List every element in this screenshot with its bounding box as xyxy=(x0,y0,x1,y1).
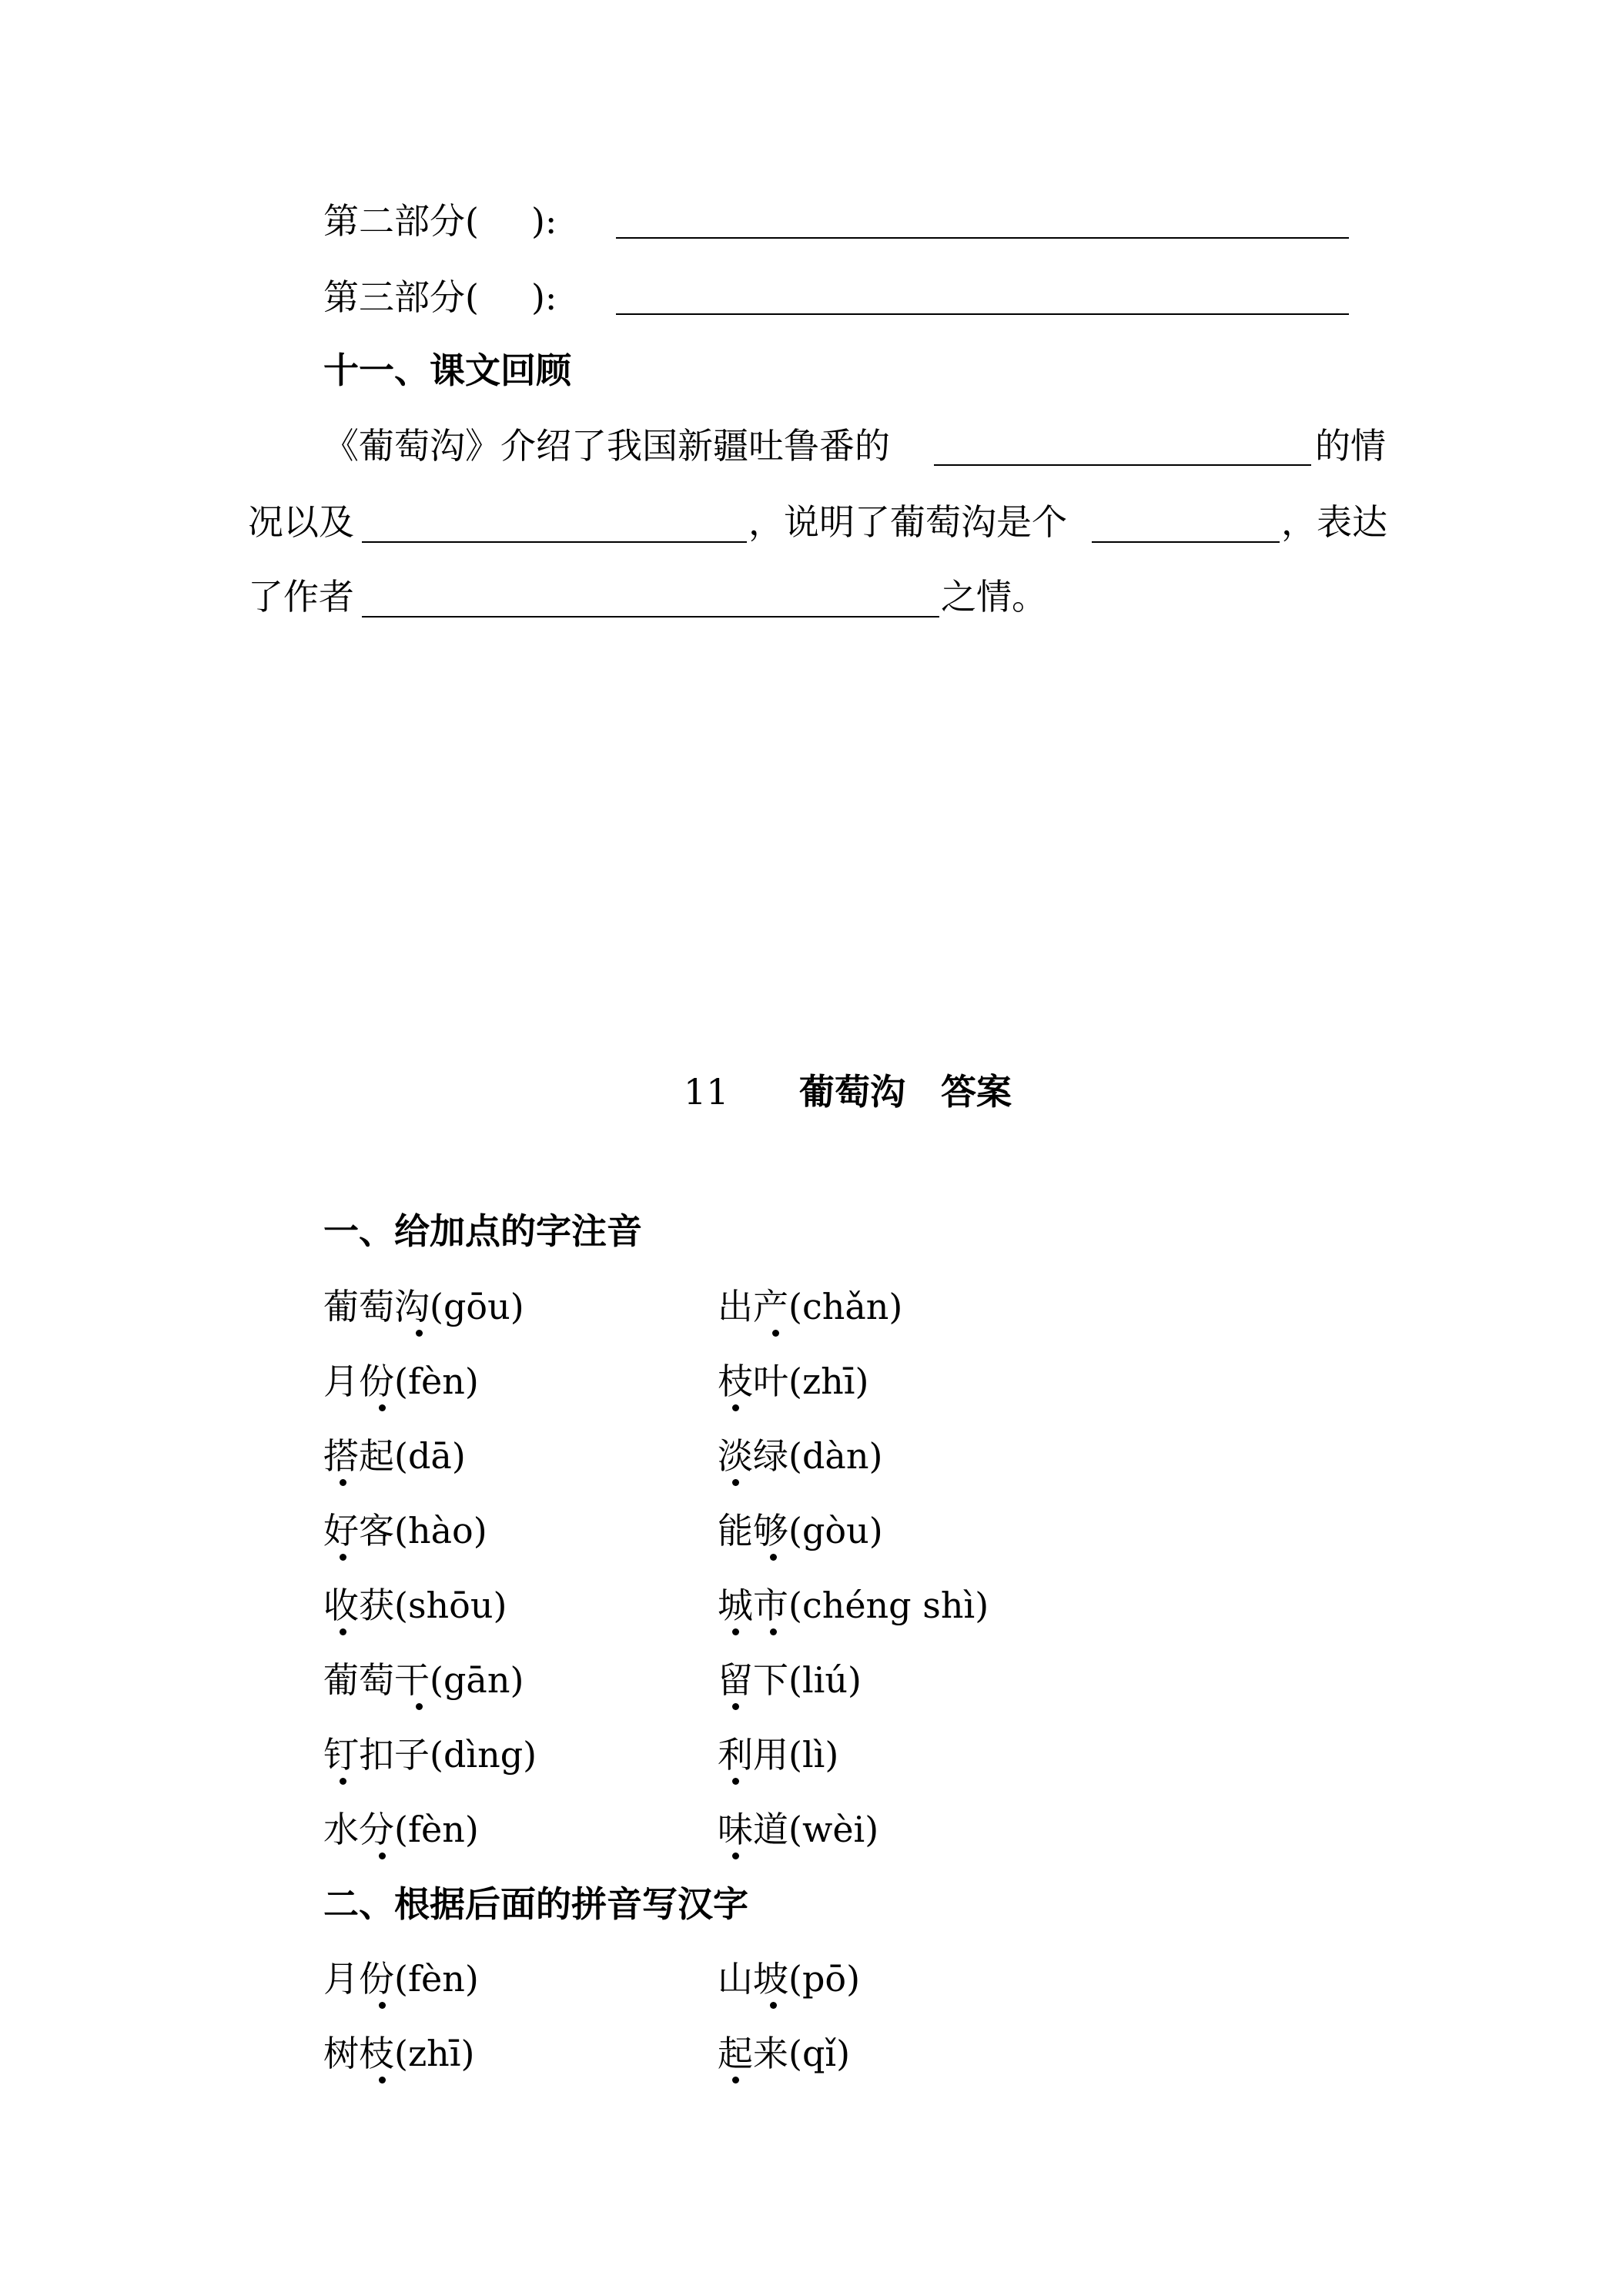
part2-label: 第二部分( ): xyxy=(323,200,557,242)
review-line1-suffix: 的情 xyxy=(1315,425,1386,467)
review-line2-c: ，表达 xyxy=(1281,501,1387,543)
list-item: 利用(lì) xyxy=(718,1734,839,1776)
list-item: 搭起(dā) xyxy=(323,1435,466,1477)
list-item: 能够(gòu) xyxy=(718,1510,883,1551)
list-item: 出产(chǎn) xyxy=(718,1286,903,1327)
emphasis-dot xyxy=(379,1404,386,1411)
emphasis-dot xyxy=(732,2077,739,2083)
emphasis-dot xyxy=(732,1479,739,1486)
part3-label: 第三部分( ): xyxy=(323,276,557,318)
emphasis-dot xyxy=(732,1404,739,1411)
list-item: 城市(chéng shì) xyxy=(718,1585,989,1626)
list-item: 味道(wèi) xyxy=(718,1809,879,1850)
emphasis-dot xyxy=(770,2002,777,2009)
section-11-heading: 十一、课文回顾 xyxy=(323,350,571,391)
list-item: 月份(fèn) xyxy=(323,1958,479,2000)
emphasis-dot xyxy=(772,1330,779,1337)
list-item: 收获(shōu) xyxy=(323,1585,507,1626)
emphasis-dot xyxy=(416,1330,423,1337)
review-line1-prefix: 《葡萄沟》介绍了我国新疆吐鲁番的 xyxy=(323,425,890,467)
review-line2-a: 况以及 xyxy=(248,501,354,543)
emphasis-dot xyxy=(340,1554,346,1561)
review-blank-1[interactable] xyxy=(934,464,1311,466)
list-item: 钉扣子(dìng) xyxy=(323,1734,537,1776)
emphasis-dot xyxy=(379,1853,386,1859)
list-item: 枝叶(zhī) xyxy=(718,1361,869,1402)
part3-answer-blank[interactable] xyxy=(616,313,1349,315)
list-item: 葡萄干(gān) xyxy=(323,1659,524,1701)
emphasis-dot xyxy=(379,2002,386,2009)
emphasis-dot xyxy=(770,1628,777,1635)
emphasis-dot xyxy=(732,1628,739,1635)
list-item: 水分(fèn) xyxy=(323,1809,479,1850)
answer-title: 葡萄沟 答案 xyxy=(799,1071,1012,1113)
emphasis-dot xyxy=(416,1703,423,1710)
emphasis-dot xyxy=(340,1778,346,1785)
section-1-heading: 一、给加点的字注音 xyxy=(323,1210,642,1252)
part2-answer-blank[interactable] xyxy=(616,237,1349,239)
emphasis-dot xyxy=(732,1703,739,1710)
emphasis-dot xyxy=(770,1554,777,1561)
list-item: 树枝(zhī) xyxy=(323,2033,475,2074)
review-blank-3[interactable] xyxy=(1092,541,1280,543)
review-blank-2[interactable] xyxy=(362,541,747,543)
review-line3-a: 了作者 xyxy=(248,576,354,618)
emphasis-dot xyxy=(379,2077,386,2083)
emphasis-dot xyxy=(732,1853,739,1859)
list-item: 留下(liú) xyxy=(718,1659,862,1701)
list-item: 淡绿(dàn) xyxy=(718,1435,883,1477)
list-item: 月份(fèn) xyxy=(323,1361,479,1402)
emphasis-dot xyxy=(732,1778,739,1785)
list-item: 山坡(pō) xyxy=(718,1958,861,2000)
list-item: 起来(qǐ) xyxy=(718,2033,851,2074)
emphasis-dot xyxy=(340,1479,346,1486)
review-blank-4[interactable] xyxy=(362,616,939,618)
answer-number: 11 xyxy=(684,1071,729,1113)
list-item: 葡萄沟(gōu) xyxy=(323,1286,524,1327)
review-line2-b: ，说明了葡萄沟是个 xyxy=(748,501,1067,543)
list-item: 好客(hào) xyxy=(323,1510,487,1551)
section-2-heading: 二、根据后面的拼音写汉字 xyxy=(323,1883,748,1925)
review-line3-b: 之情。 xyxy=(941,576,1047,618)
emphasis-dot xyxy=(340,1628,346,1635)
